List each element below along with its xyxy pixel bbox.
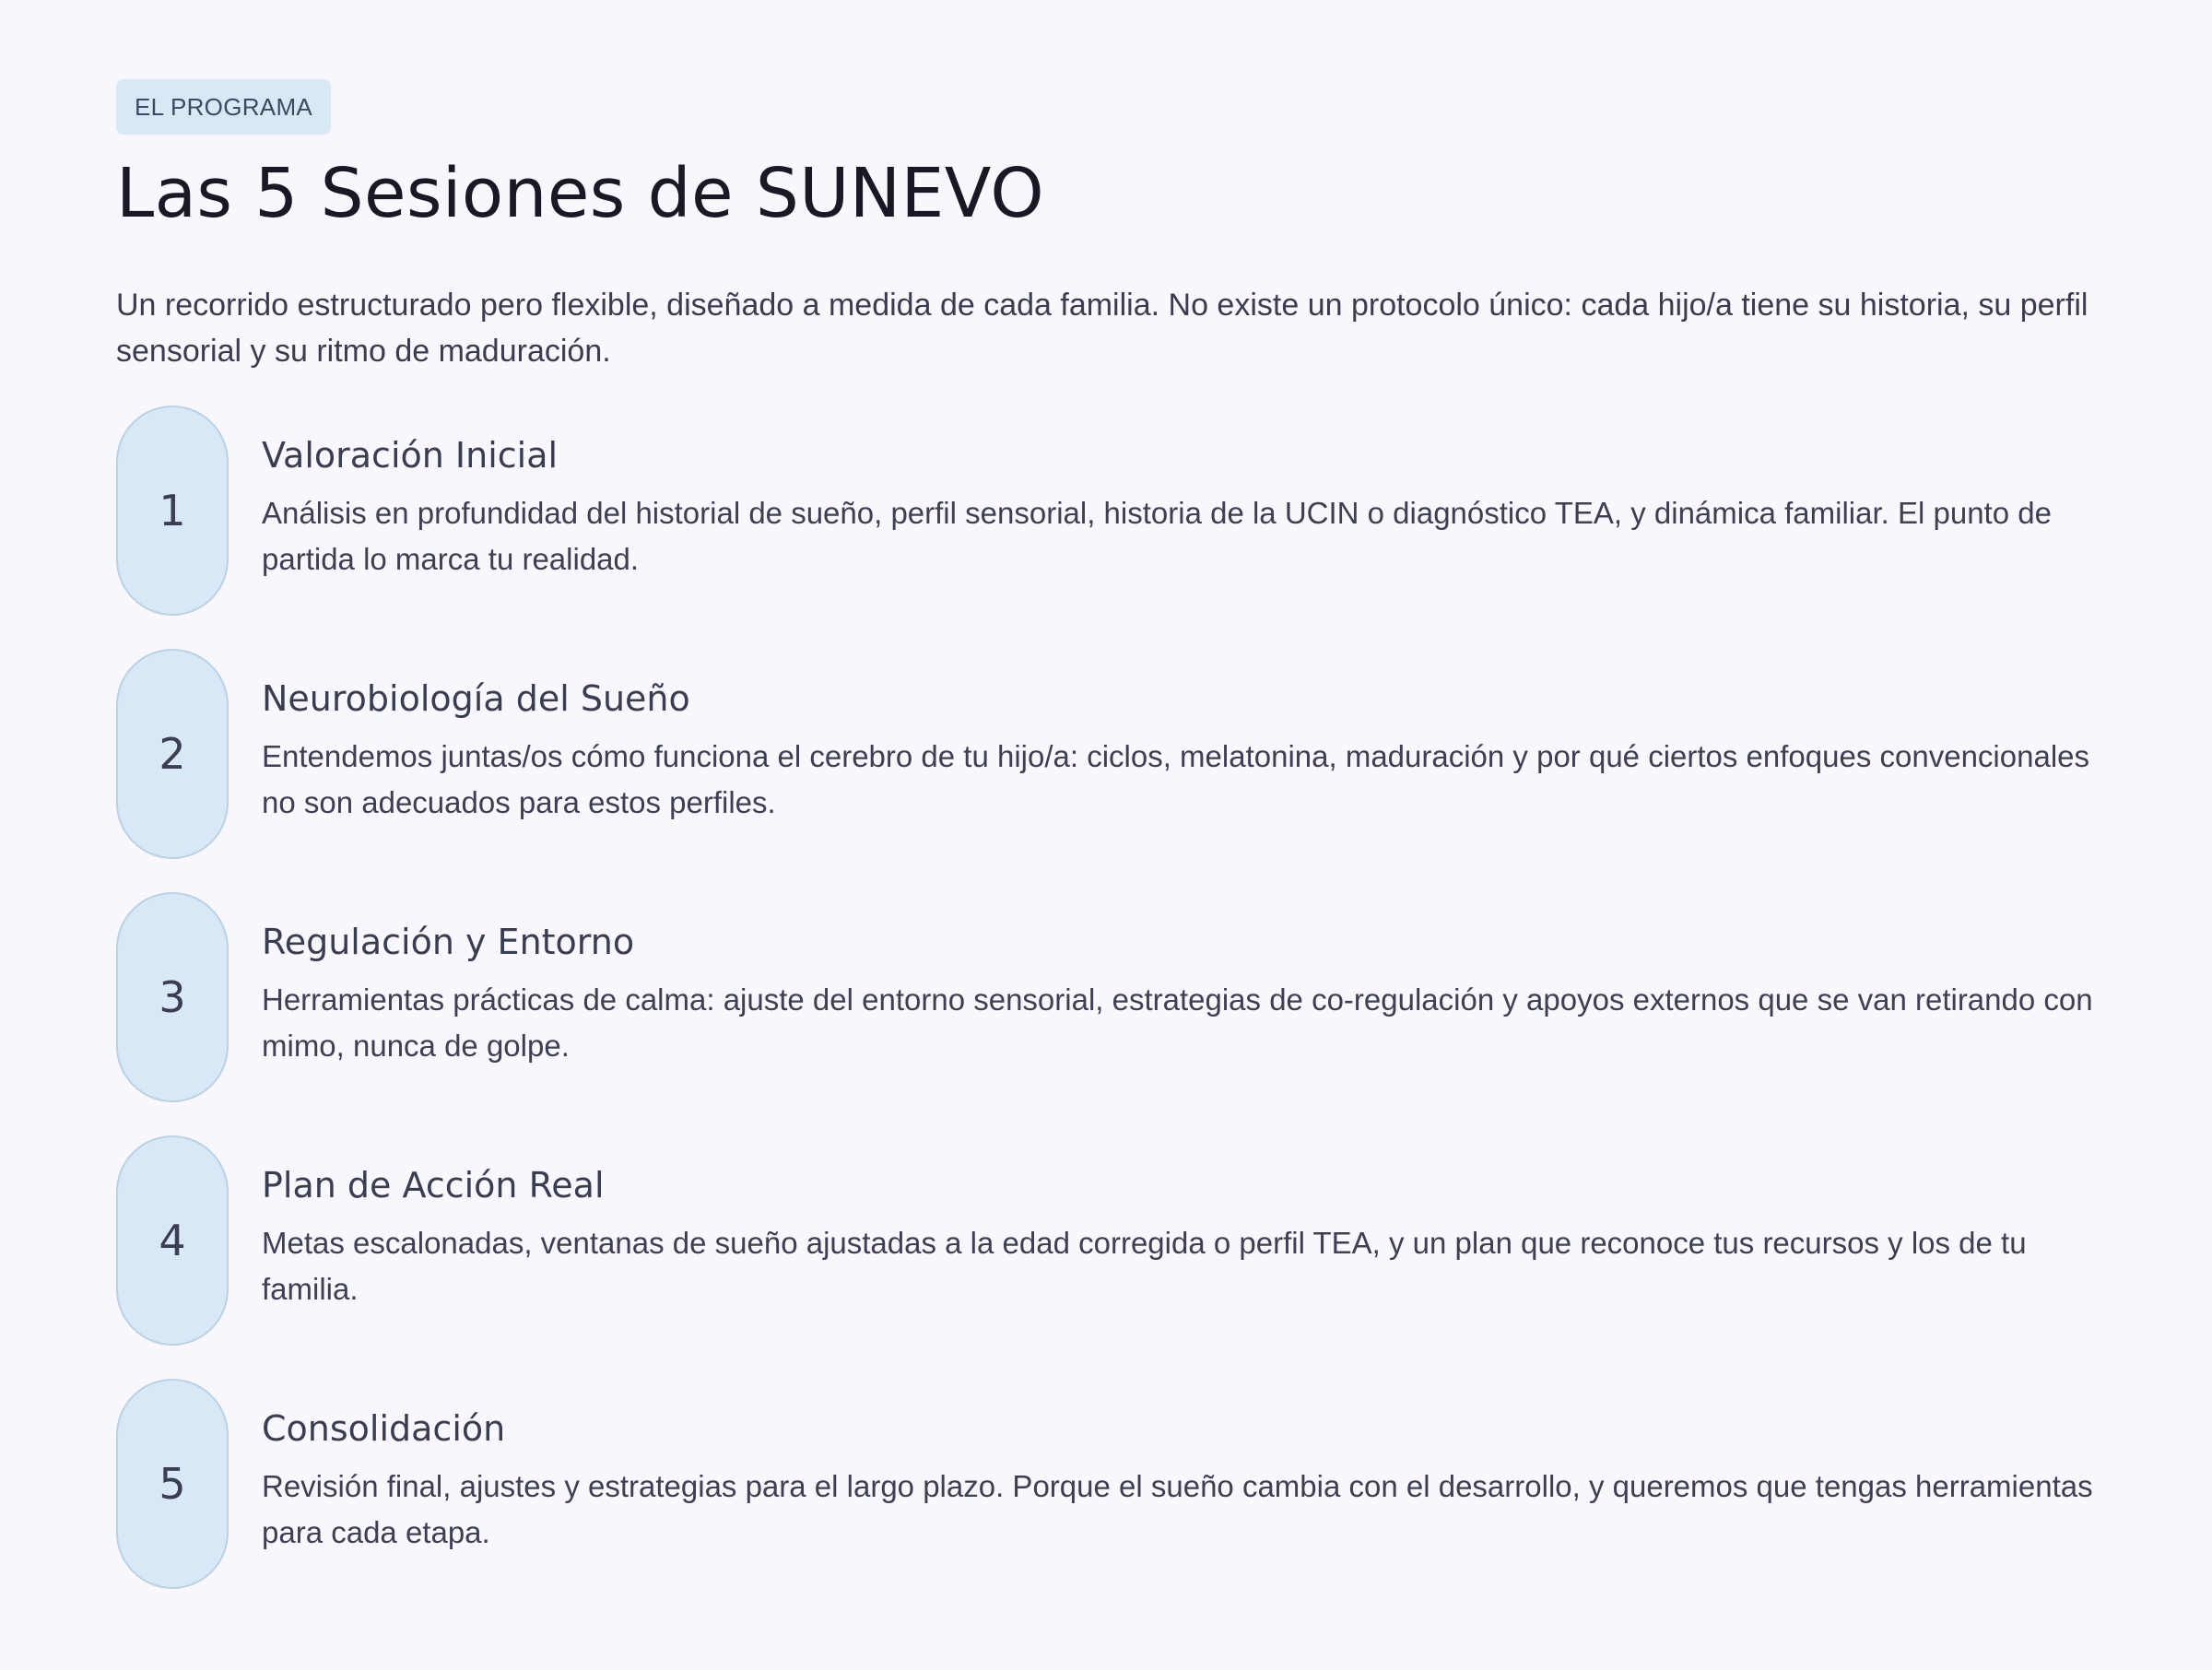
session-title: Regulación y Entorno <box>262 922 635 962</box>
session-content <box>262 920 2098 1069</box>
session-description: Revisión final, ajustes y estrategias para el largo plazo. Porque el sueño cambia con el desarrollo, y queremos que tengas herramientas para cada etapa. <box>262 1469 2093 1549</box>
session-number-pill: 3 <box>116 892 229 1102</box>
session-number-pill: 4 <box>116 1135 229 1346</box>
session-content <box>262 1406 2098 1556</box>
page-title: Las 5 Sesiones de SUNEVO <box>116 154 1045 233</box>
session-number-pill: 2 <box>116 649 229 859</box>
session-item <box>116 406 2098 617</box>
session-item <box>116 892 2098 1104</box>
session-content <box>262 676 2098 826</box>
session-title: Neurobiología del Sueño <box>262 678 690 719</box>
session-content <box>262 433 2098 582</box>
session-description: Entendemos juntas/os cómo funciona el cerebro de tu hijo/a: ciclos, melatonina, maduración y por qué ciertos enfoques convencionales no son adecuados para estos perfiles. <box>262 739 2089 819</box>
sessions-list <box>116 406 2098 1622</box>
session-item <box>116 649 2098 861</box>
program-section <box>116 79 2098 1549</box>
session-number-pill: 5 <box>116 1379 229 1589</box>
session-item <box>116 1379 2098 1591</box>
session-description: Herramientas prácticas de calma: ajuste del entorno sensorial, estrategias de co-regulación y apoyos externos que se van retirando con mimo, nunca de golpe. <box>262 982 2093 1063</box>
session-content <box>262 1163 2098 1312</box>
session-item <box>116 1135 2098 1347</box>
session-title: Plan de Acción Real <box>262 1165 605 1205</box>
session-title: Consolidación <box>262 1408 506 1449</box>
intro-paragraph: Un recorrido estructurado pero flexible, diseñado a medida de cada familia. No existe un protocolo único: cada hijo/a tiene su historia, su perfil sensorial y su ritmo de maduración. <box>116 288 2088 369</box>
session-number-pill: 1 <box>116 406 229 616</box>
session-description: Análisis en profundidad del historial de sueño, perfil sensorial, historia de la UCIN o diagnóstico TEA, y dinámica familiar. El punto de partida lo marca tu realidad. <box>262 496 2052 576</box>
session-description: Metas escalonadas, ventanas de sueño ajustadas a la edad corregida o perfil TEA, y un plan que reconoce tus recursos y los de tu familia. <box>262 1226 2027 1306</box>
session-title: Valoración Inicial <box>262 435 559 476</box>
section-badge: EL PROGRAMA <box>116 79 331 135</box>
